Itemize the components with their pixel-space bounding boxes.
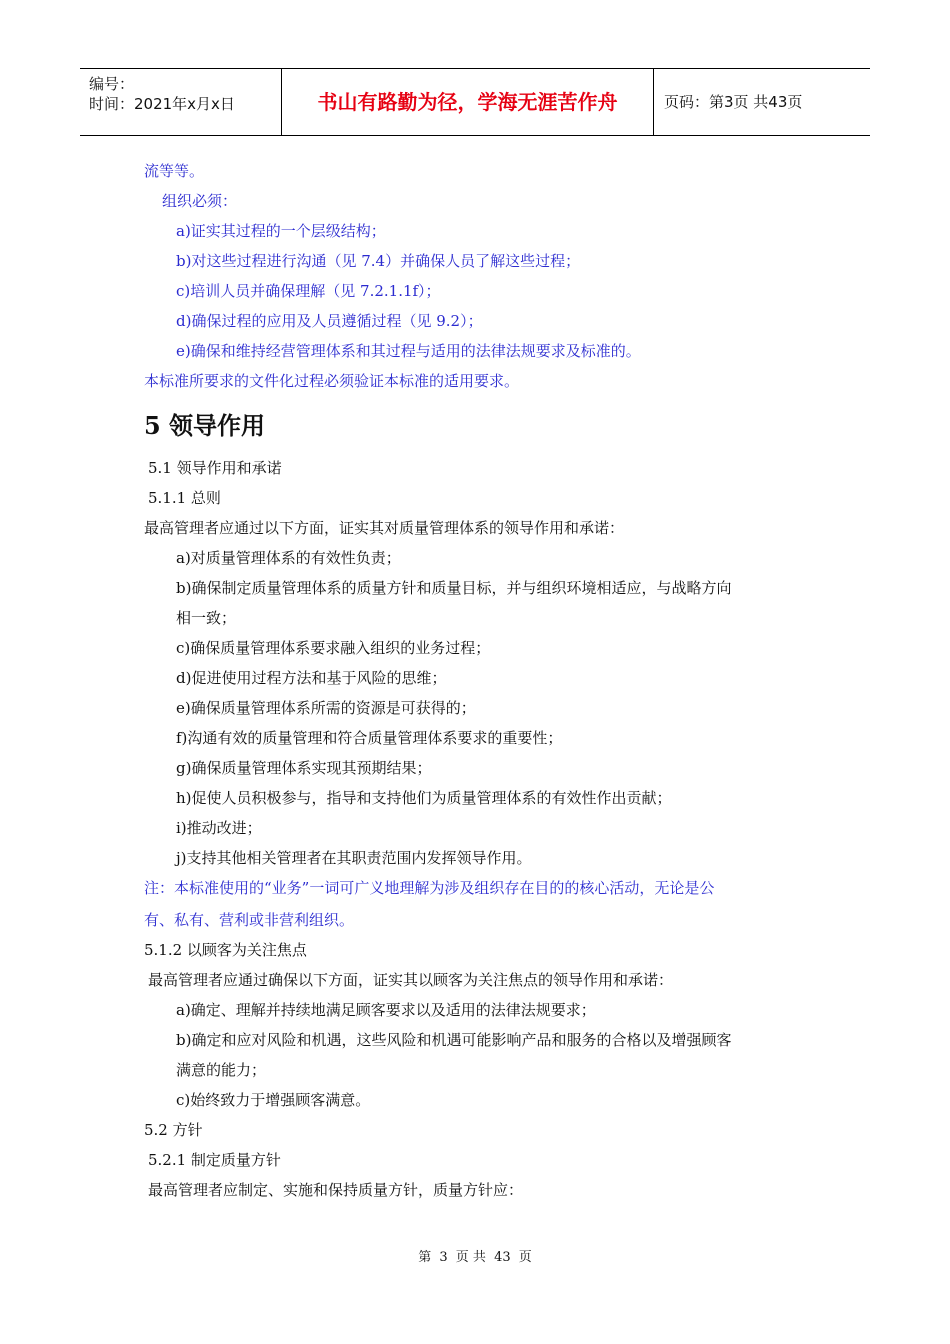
- list-item: a)证实其过程的一个层级结构；: [176, 222, 386, 240]
- list-item-continuation: 相一致；: [176, 609, 237, 627]
- list-item: f)沟通有效的质量管理和符合质量管理体系要求的重要性；: [176, 729, 563, 747]
- header-motto: 书山有路勤为径，学海无涯苦作舟: [282, 69, 654, 135]
- text-line: 最高管理者应制定、实施和保持质量方针，质量方针应：: [148, 1181, 524, 1199]
- list-item: e)确保和维持经营管理体系和其过程与适用的法律法规要求及标准的。: [176, 342, 641, 360]
- subsection-heading: 5.1 领导作用和承诺: [148, 459, 282, 477]
- list-item: a)确定、理解并持续地满足顾客要求以及适用的法律法规要求；: [176, 1001, 596, 1019]
- page-header: [80, 68, 870, 136]
- footer-prefix: 第: [418, 1250, 432, 1265]
- text-line: 本标准所要求的文件化过程必须验证本标准的适用要求。: [144, 372, 520, 390]
- note-text: 有、私有、营利或非营利组织。: [144, 911, 355, 929]
- list-item: c)确保质量管理体系要求融入组织的业务过程；: [176, 639, 491, 657]
- footer-mid: 页 共: [455, 1250, 486, 1265]
- subsection-heading: 5.2 方针: [144, 1121, 203, 1139]
- subsection-heading: 5.1.2 以顾客为关注焦点: [144, 941, 307, 959]
- list-item: i)推动改进；: [176, 819, 262, 837]
- list-item: b)确保制定质量管理体系的质量方针和质量目标，并与组织环境相适应，与战略方向: [176, 579, 732, 597]
- list-item: b)确定和应对风险和机遇，这些风险和机遇可能影响产品和服务的合格以及增强顾客: [176, 1031, 732, 1049]
- footer-suffix: 页: [518, 1250, 532, 1265]
- header-page-info: 页码：第3页 共43页: [664, 93, 803, 111]
- list-item: h)促使人员积极参与，指导和支持他们为质量管理体系的有效性作出贡献；: [176, 789, 672, 807]
- text-line: 最高管理者应通过确保以下方面，证实其以顾客为关注焦点的领导作用和承诺：: [148, 971, 674, 989]
- list-item: e)确保质量管理体系所需的资源是可获得的；: [176, 699, 476, 717]
- note-text: 注：本标准使用的“业务”一词可广义地理解为涉及组织存在目的的核心活动，无论是公: [144, 879, 715, 897]
- header-number: 编号：: [89, 75, 135, 93]
- header-meta: [80, 69, 282, 135]
- footer-page-number: 3: [439, 1250, 448, 1265]
- text-line: 组织必须：: [162, 192, 238, 210]
- subsection-heading: 5.1.1 总则: [148, 489, 221, 507]
- list-item: g)确保质量管理体系实现其预期结果；: [176, 759, 432, 777]
- section-heading: 5 领导作用: [144, 411, 266, 440]
- list-item: b)对这些过程进行沟通（见 7.4）并确保人员了解这些过程；: [176, 252, 581, 270]
- list-item-continuation: 满意的能力；: [176, 1061, 267, 1079]
- list-item: c)培训人员并确保理解（见 7.2.1.1f）；: [176, 282, 441, 300]
- list-item: j)支持其他相关管理者在其职责范围内发挥领导作用。: [176, 849, 532, 867]
- list-item: d)确保过程的应用及人员遵循过程（见 9.2）；: [176, 312, 483, 330]
- text-line: 最高管理者应通过以下方面，证实其对质量管理体系的领导作用和承诺：: [144, 519, 625, 537]
- text-line: 流等等。: [144, 162, 205, 180]
- list-item: a)对质量管理体系的有效性负责；: [176, 549, 401, 567]
- footer-total-pages: 43: [494, 1250, 511, 1265]
- page-footer: [0, 1246, 950, 1265]
- subsection-heading: 5.2.1 制定质量方针: [148, 1151, 281, 1169]
- list-item: d)促进使用过程方法和基于风险的思维；: [176, 669, 447, 687]
- header-date: 时间：2021年x月x日: [89, 95, 235, 113]
- list-item: c)始终致力于增强顾客满意。: [176, 1091, 371, 1109]
